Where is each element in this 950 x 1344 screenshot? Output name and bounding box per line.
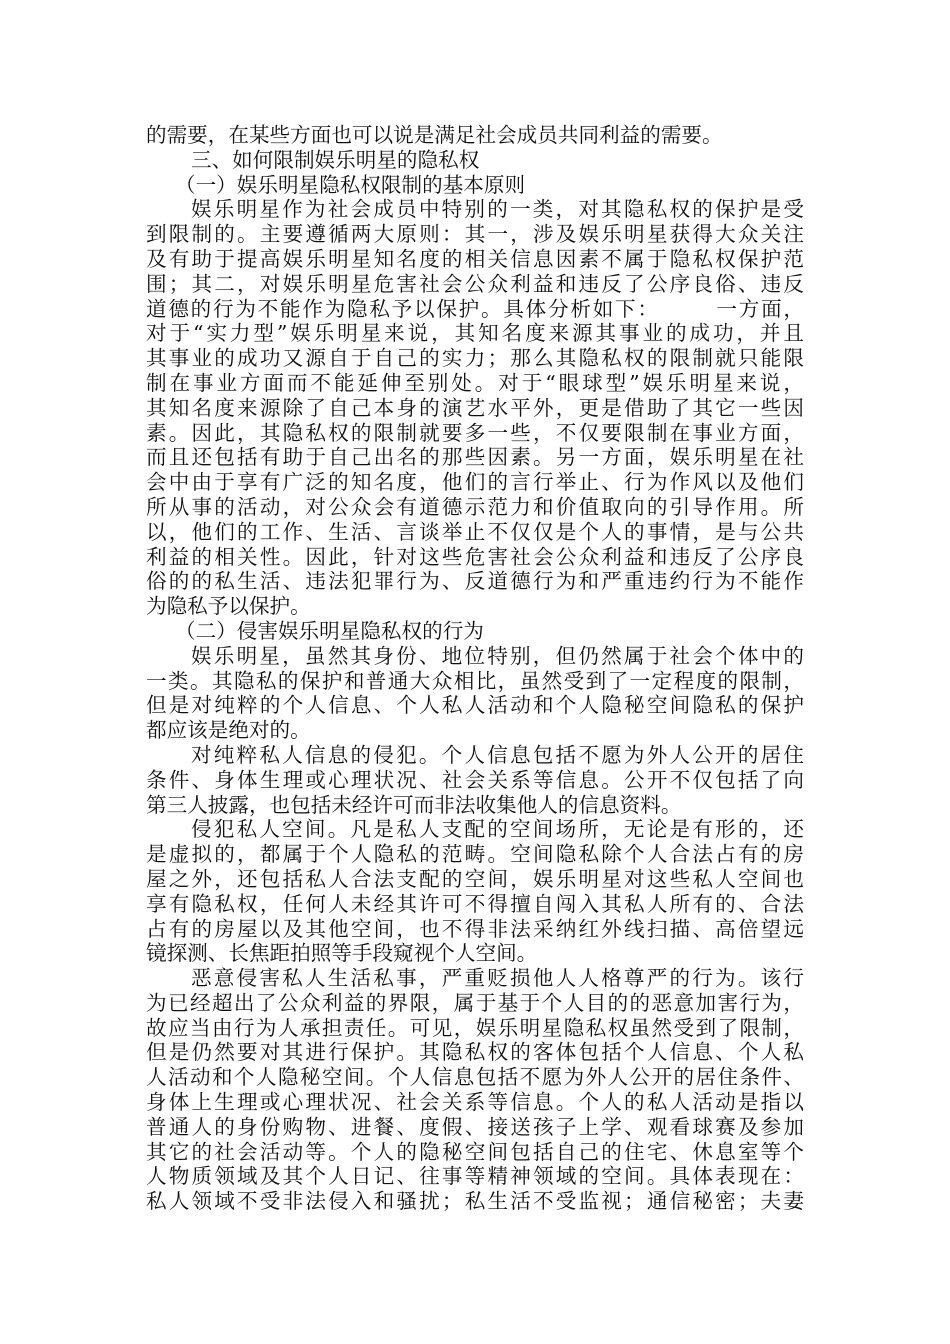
text-line: 屋之外，还包括私人合法支配的空间，娱乐明星对这些私人空间也	[146, 866, 804, 891]
text-line: 三、如何限制娱乐明星的隐私权	[191, 147, 480, 172]
text-line: 一类。其隐私的保护和普通大众相比，虽然受到了一定程度的限制，	[146, 668, 804, 693]
text-line: 俗的的私生活、违法犯罪行为、反道德行为和严重违约行为不能作	[146, 569, 804, 594]
text-line: 对于“实力型”娱乐明星来说，其知名度来源其事业的成功，并且	[146, 321, 804, 346]
text-line: 而且还包括有助于自己出名的那些因素。另一方面，娱乐明星在社	[146, 445, 804, 470]
text-line: 都应该是绝对的。	[146, 718, 311, 743]
text-line: 其事业的成功又源自于自己的实力；那么其隐私权的限制就只能限	[146, 346, 804, 371]
text-line: 为已经超出了公众利益的界限，属于基于个人目的的恶意加害行为，	[146, 990, 804, 1015]
text-line: 会中由于享有广泛的知名度，他们的言行举止、行为作风以及他们	[146, 470, 804, 495]
text-line: 对纯粹私人信息的侵犯。个人信息包括不愿为外人公开的居住	[191, 742, 804, 767]
text-line: 围；其二，对娱乐明星危害社会公众利益和违反了公序良俗、违反	[146, 271, 804, 296]
text-line: 利益的相关性。因此，针对这些危害社会公众利益和违反了公序良	[146, 544, 804, 569]
text-line: 所从事的活动，对公众会有道德示范力和价值取向的引导作用。所	[146, 494, 804, 519]
text-line: 制在事业方面而不能延伸至别处。对于“眼球型”娱乐明星来说，	[146, 370, 804, 395]
text-line: 道德的行为不能作为隐私予以保护。具体分析如下： 一方面，	[146, 296, 804, 321]
document-body	[146, 123, 804, 1214]
text-line: 第三人披露，也包括未经许可而非法收集他人的信息资料。	[146, 792, 682, 817]
text-line: 普通人的身份购物、进餐、度假、接送孩子上学、观看球赛及参加	[146, 1114, 804, 1139]
text-line: 条件、身体生理或心理状况、社会关系等信息。公开不仅包括了向	[146, 767, 804, 792]
text-line: 的需要，在某些方面也可以说是满足社会成员共同利益的需要。	[146, 123, 723, 147]
text-line: 享有隐私权，任何人未经其许可不得擅自闯入其私人所有的、合法	[146, 891, 804, 916]
text-line: 素。因此，其隐私权的限制就要多一些，不仅要限制在事业方面，	[146, 420, 804, 445]
text-line: 占有的房屋以及其他空间，也不得非法采纳红外线扫描、高倍望远	[146, 916, 804, 941]
text-line: 镜探测、长焦距拍照等手段窥视个人空间。	[146, 941, 538, 966]
text-line: 以，他们的工作、生活、言谈举止不仅仅是个人的事情，是与公共	[146, 519, 804, 544]
text-line: （一）娱乐明星隐私权限制的基本原则	[175, 172, 526, 197]
text-line: 身体上生理或心理状况、社会关系等信息。个人的私人活动是指以	[146, 1090, 804, 1115]
text-line: 娱乐明星作为社会成员中特别的一类，对其隐私权的保护是受	[191, 197, 804, 222]
text-line: 其知名度来源除了自己本身的演艺水平外，更是借助了其它一些因	[146, 395, 804, 420]
text-line: 及有助于提高娱乐明星知名度的相关信息因素不属于隐私权保护范	[146, 246, 804, 271]
text-line: 是虚拟的，都属于个人隐私的范畴。空间隐私除个人合法占有的房	[146, 842, 804, 867]
text-line: 到限制的。主要遵循两大原则：其一，涉及娱乐明星获得大众关注	[146, 222, 804, 247]
text-line: 故应当由行为人承担责任。可见，娱乐明星隐私权虽然受到了限制，	[146, 1015, 804, 1040]
text-line: 恶意侵害私人生活私事，严重贬损他人人格尊严的行为。该行	[191, 966, 804, 991]
text-line: 但是对纯粹的个人信息、个人私人活动和个人隐秘空间隐私的保护	[146, 693, 804, 718]
text-line: 为隐私予以保护。	[146, 594, 311, 619]
text-line: 侵犯私人空间。凡是私人支配的空间场所，无论是有形的，还	[191, 817, 804, 842]
text-line: 人活动和个人隐秘空间。个人信息包括不愿为外人公开的居住条件、	[146, 1065, 804, 1090]
text-line: 私人领域不受非法侵入和骚扰；私生活不受监视；通信秘密；夫妻	[146, 1189, 804, 1214]
text-line: 其它的社会活动等。个人的隐秘空间包括自己的住宅、休息室等个	[146, 1139, 804, 1164]
text-line: 娱乐明星，虽然其身份、地位特别，但仍然属于社会个体中的	[191, 643, 804, 668]
text-line: （二）侵害娱乐明星隐私权的行为	[175, 618, 484, 643]
text-line: 人物质领域及其个人日记、往事等精神领域的空间。具体表现在：	[146, 1164, 804, 1189]
text-line: 但是仍然要对其进行保护。其隐私权的客体包括个人信息、个人私	[146, 1040, 804, 1065]
